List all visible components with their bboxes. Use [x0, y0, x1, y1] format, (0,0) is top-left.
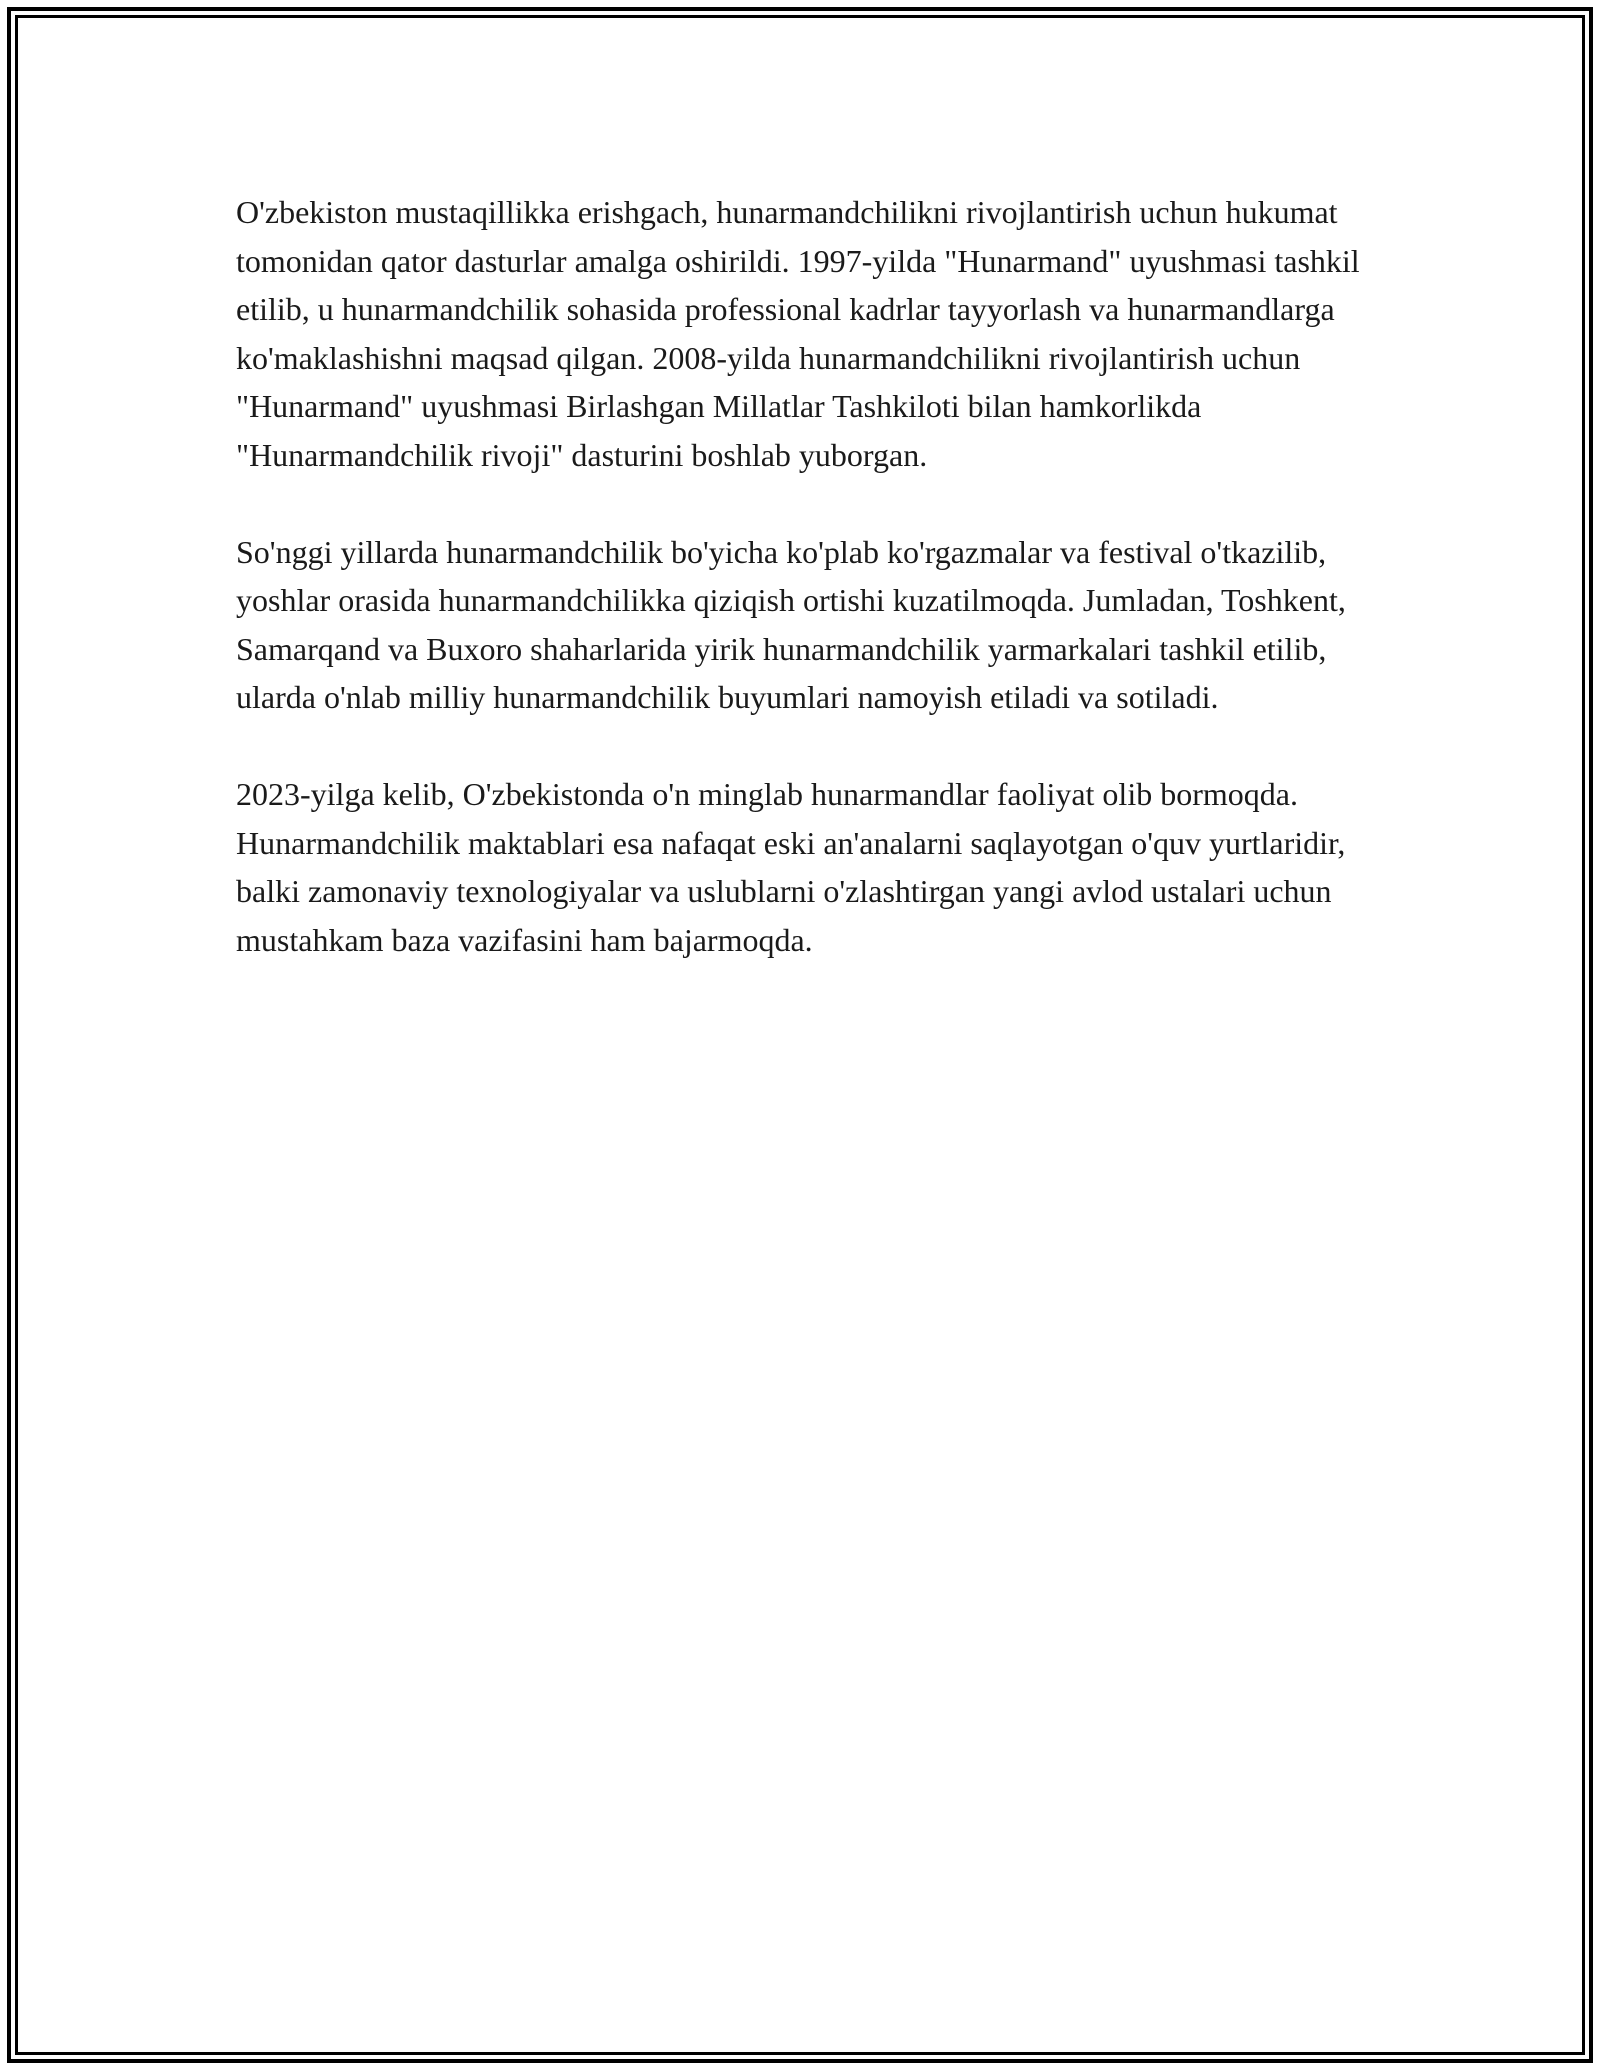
paragraph-3: 2023-yilga kelib, O'zbekistonda o'n minglab hunarmandlar faoliyat olib bormoqda. Hunarmandchilik maktablari esa nafaqat eski an'analarni saqlayotgan o'quv yurtlaridir, balki zamonaviy texnologiyalar va uslublarni o'zlashtirgan yangi avlod ustalari uchun mustahkam baza vazifasini ham bajarmoqda.: [236, 776, 1346, 958]
document-body: [236, 188, 1396, 1013]
paragraph-2: So'nggi yillarda hunarmandchilik bo'yicha ko'plab ko'rgazmalar va festival o'tkazilib, yoshlar orasida hunarmandchilikka qiziqish ortishi kuzatilmoqda. Jumladan, Toshkent, Samarqand va Buxoro shaharlarida yirik hunarmandchilik yarmarkalari tashkil etilib, ularda o'nlab milliy hunarmandchilik buyumlari namoyish etiladi va sotiladi.: [236, 533, 1346, 715]
paragraph-1: O'zbekiston mustaqillikka erishgach, hunarmandchilikni rivojlantirish uchun hukumat tomonidan qator dasturlar amalga oshirildi. 1997-yilda "Hunarmand" uyushmasi tashkil etilib, u hunarmandchilik sohasida professional kadrlar tayyorlash va hunarmandlarga ko'maklashishni maqsad qilgan. 2008-yilda hunarmandchilikni rivojlantirish uchun "Hunarmand" uyushmasi Birlashgan Millatlar Tashkiloti bilan hamkorlikda "Hunarmandchilik rivoji" dasturini boshlab yuborgan.: [236, 194, 1360, 473]
